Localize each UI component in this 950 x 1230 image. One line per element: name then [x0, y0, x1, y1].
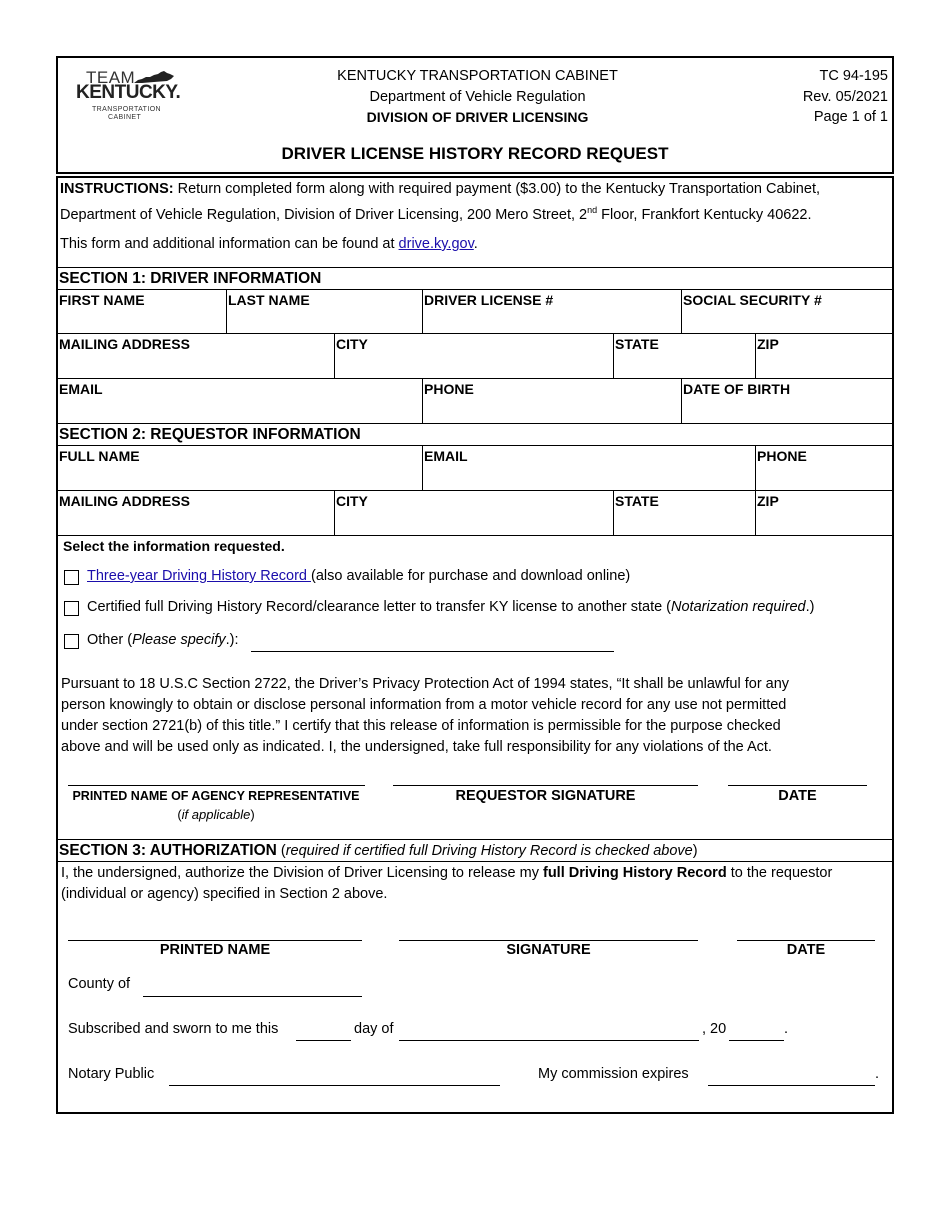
s2-date-label: DATE [778, 788, 817, 804]
agency-rep-sub-open: ( [177, 807, 182, 822]
s2-city-label: CITY [336, 493, 368, 509]
option-certified-italic: Notarization required [671, 599, 806, 615]
divider [57, 861, 893, 862]
section3-note-open: ( [276, 843, 286, 859]
section3-note: required if certified full Driving History Record is checked above [285, 843, 693, 859]
info-end: . [473, 236, 478, 252]
divider [422, 378, 423, 423]
sworn-year-input[interactable] [729, 1040, 784, 1041]
agency-rep-sub-italic: if applicable [181, 807, 251, 822]
section3-note-close: ) [692, 843, 698, 859]
county-label: County of [68, 976, 131, 992]
divider [613, 333, 614, 379]
commission-end-label: . [875, 1066, 880, 1082]
divider [422, 289, 423, 334]
instructions-text-1: Return completed form along with required payment ($3.00) to the Kentucky Transportation Cabinet, [173, 181, 820, 197]
s1-first-name-label: FIRST NAME [59, 292, 145, 308]
info-text: This form and additional information can be found at [60, 236, 399, 252]
divider [681, 378, 682, 423]
divider [57, 445, 893, 446]
divider [755, 490, 756, 536]
auth-text-bold: full Driving History Record [542, 865, 727, 881]
s3-date-label: DATE [786, 942, 826, 958]
section3-title: SECTION 3: AUTHORIZATION [59, 842, 277, 859]
three-year-record-link[interactable]: Three-year Driving History Record [87, 568, 312, 584]
drive-ky-gov-link[interactable]: drive.ky.gov [398, 236, 474, 252]
s1-ssn-label: SOCIAL SECURITY # [683, 292, 822, 308]
divider [334, 333, 335, 379]
s1-city-label: CITY [336, 336, 368, 352]
form-revision: Rev. 05/2021 [802, 89, 888, 105]
section1-title: SECTION 1: DRIVER INFORMATION [59, 270, 322, 287]
divider [681, 289, 682, 334]
divider [755, 445, 756, 491]
day-of-label: day of [354, 1021, 394, 1037]
auth-text-line-2: (individual or agency) specified in Section 2 above. [61, 886, 388, 902]
logo-transportation-text: TRANSPORTATION [92, 106, 161, 113]
commission-label: My commission expires [538, 1066, 689, 1082]
s1-state-label: STATE [615, 336, 659, 352]
s1-email-label: EMAIL [59, 381, 103, 397]
option-other [87, 632, 239, 648]
notary-public-label: Notary Public [68, 1066, 155, 1082]
option-certified-end: .) [805, 599, 815, 615]
notary-public-input[interactable] [169, 1085, 500, 1086]
divider [57, 378, 893, 379]
divider [755, 333, 756, 379]
requestor-signature-line[interactable] [393, 785, 698, 786]
section3-header [59, 842, 698, 860]
divider [334, 490, 335, 536]
divider [613, 490, 614, 536]
privacy-line-3: under section 2721(b) of this title.” I certify that this release of information is permissible for the purpose checked [61, 718, 781, 734]
option-three-year [87, 568, 630, 584]
divider [422, 445, 423, 491]
agency-rep-label: PRINTED NAME OF AGENCY REPRESENTATIVE [72, 789, 360, 803]
option-other-italic: Please specify [132, 632, 226, 648]
s1-mailing-label: MAILING ADDRESS [59, 336, 190, 352]
form-number: TC 94-195 [819, 68, 888, 84]
instructions-sup: nd [587, 205, 598, 215]
instructions-text-2a: Department of Vehicle Regulation, Division of Driver Licensing, 200 Mero Street, 2 [60, 206, 588, 223]
option-certified-text: Certified full Driving History Record/clearance letter to transfer KY license to another state ( [87, 599, 672, 615]
s1-phone-label: PHONE [424, 381, 474, 397]
auth-text-b: to the requestor [726, 865, 833, 881]
header-division: DIVISION OF DRIVER LICENSING [366, 109, 589, 125]
option-other-end: .): [225, 632, 239, 648]
agency-rep-sub-close: ) [250, 807, 255, 822]
three-year-record-checkbox[interactable] [64, 570, 79, 585]
sworn-month-input[interactable] [399, 1040, 699, 1041]
s2-state-label: STATE [615, 493, 659, 509]
s1-license-label: DRIVER LICENSE # [424, 292, 554, 308]
team-kentucky-logo [76, 68, 180, 126]
printed-name-line[interactable] [68, 940, 362, 941]
signature-line[interactable] [399, 940, 698, 941]
divider [57, 839, 893, 840]
auth-text-a: I, the undersigned, authorize the Division of Driver Licensing to release my [61, 865, 543, 881]
privacy-line-4: above and will be used only as indicated. I, the undersigned, take full responsibility for any violations of the Act. [61, 739, 772, 755]
s2-email-label: EMAIL [424, 448, 468, 464]
divider [57, 289, 893, 290]
divider [57, 490, 893, 491]
divider [226, 289, 227, 334]
instructions [60, 179, 890, 226]
instructions-label: INSTRUCTIONS: [60, 181, 174, 197]
requestor-signature-label: REQUESTOR SIGNATURE [455, 788, 636, 804]
divider [57, 535, 893, 536]
logo-team-text: TEAM [86, 68, 136, 87]
sworn-label: Subscribed and sworn to me this [68, 1021, 279, 1037]
s1-last-name-label: LAST NAME [228, 292, 310, 308]
signature-label: SIGNATURE [506, 942, 591, 958]
logo-kentucky-text: KENTUCKY. [76, 82, 181, 103]
s2-mailing-label: MAILING ADDRESS [59, 493, 190, 509]
county-input[interactable] [143, 996, 362, 997]
logo-cabinet-text: CABINET [108, 114, 142, 121]
page-indicator: Page 1 of 1 [813, 109, 888, 125]
s2-zip-label: ZIP [757, 493, 779, 509]
certified-record-checkbox[interactable] [64, 601, 79, 616]
privacy-paragraph [61, 674, 891, 758]
option-certified [87, 599, 814, 615]
year-end-label: . [784, 1021, 789, 1037]
option-other-text: Other ( [87, 632, 133, 648]
s1-dob-label: DATE OF BIRTH [683, 381, 791, 397]
s2-date-line[interactable] [728, 785, 867, 786]
privacy-line-2: person knowingly to obtain or disclose personal information from a motor vehicle record for any use not permitted [61, 697, 787, 713]
year-prefix-label: , 20 [702, 1021, 727, 1037]
option-three-year-rest: (also available for purchase and download online) [311, 568, 631, 584]
other-checkbox[interactable] [64, 634, 79, 649]
other-specify-input[interactable] [251, 651, 614, 652]
divider [57, 423, 893, 424]
header-department: Department of Vehicle Regulation [369, 89, 586, 105]
divider [57, 333, 893, 334]
s1-zip-label: ZIP [757, 336, 779, 352]
authorization-text [61, 863, 891, 905]
instructions-text-2b: Floor, Frankfort Kentucky 40622. [597, 206, 812, 223]
agency-rep-sub [64, 807, 368, 822]
printed-name-label: PRINTED NAME [159, 942, 271, 958]
info-line [60, 236, 478, 252]
s2-phone-label: PHONE [757, 448, 807, 464]
commission-expires-input[interactable] [708, 1085, 875, 1086]
form-title: DRIVER LICENSE HISTORY RECORD REQUEST [281, 144, 669, 163]
privacy-line-1: Pursuant to 18 U.S.C Section 2722, the Driver’s Privacy Protection Act of 1994 states, “It shall be unlawful for any [61, 676, 790, 692]
select-prompt: Select the information requested. [63, 538, 285, 554]
sworn-day-input[interactable] [296, 1040, 351, 1041]
section2-title: SECTION 2: REQUESTOR INFORMATION [59, 426, 361, 443]
agency-name-line[interactable] [68, 785, 365, 786]
s3-date-line[interactable] [737, 940, 875, 941]
header-agency: KENTUCKY TRANSPORTATION CABINET [337, 68, 618, 84]
divider [57, 267, 893, 268]
s2-full-name-label: FULL NAME [59, 448, 140, 464]
